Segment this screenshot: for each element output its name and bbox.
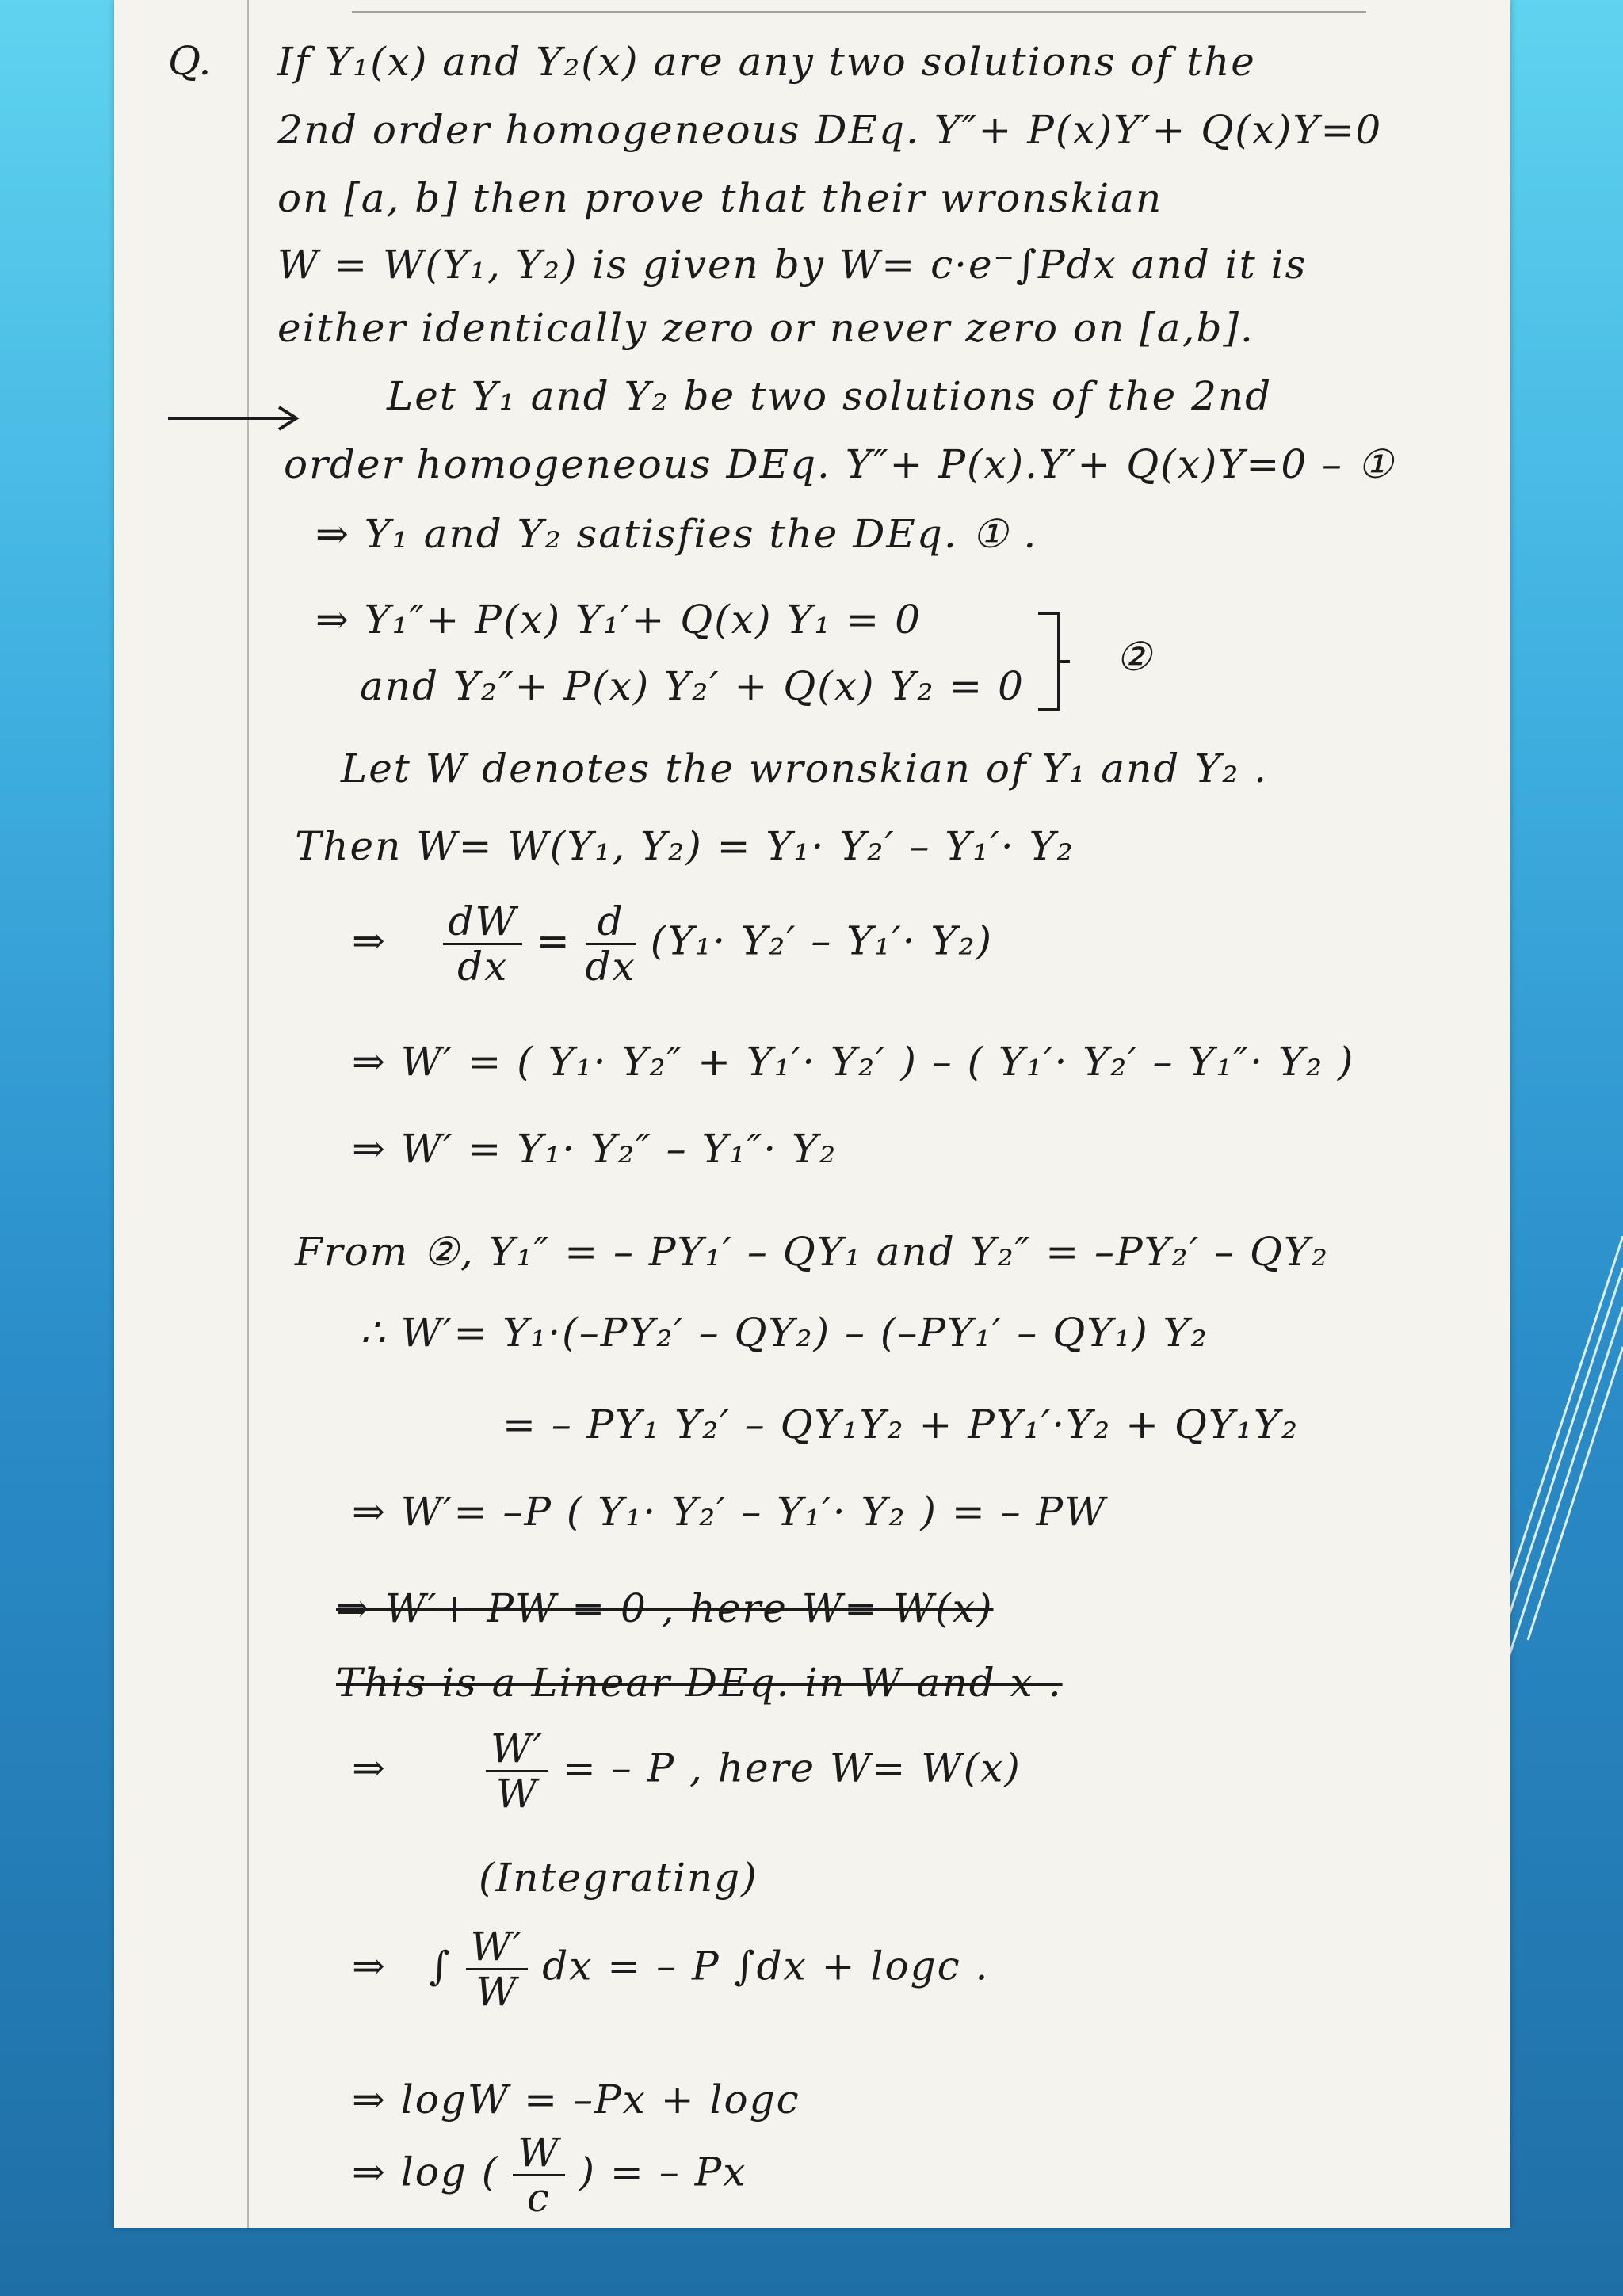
sep-numerator: W′ [486,1727,548,1772]
w-prime-simplified: ⇒ W′ = Y₁· Y₂″ – Y₁″· Y₂ [352,1126,838,1172]
int-denominator: W [475,1969,518,2015]
expanded-line: = – PY₁ Y₂′ – QY₁Y₂ + PY₁′·Y₂ + QY₁Y₂ [502,1402,1300,1447]
separation-line [352,1727,1022,1815]
log-suffix: ) = – Px [579,2149,747,2195]
integral-line [352,1925,989,2013]
log-numerator: W [513,2131,564,2176]
log-line-2 [352,2131,747,2219]
derivative-line [352,900,993,988]
therefore-line: ∴ W′= Y₁·(–PY₂′ – QY₂) – (–PY₁′ – QY₁) Y₂ [360,1310,1209,1356]
log-denominator: c [526,2175,551,2221]
sep-denominator: W [495,1771,539,1817]
question-marker: Q. [168,38,212,84]
factored-line: ⇒ W′= –P ( Y₁· Y₂′ – Y₁′· Y₂ ) = – PW [352,1489,1107,1535]
top-rule [352,0,1366,13]
separation-rest: = – P , here W= W(x) [562,1745,1022,1791]
d-dx-fraction [586,900,636,988]
equation-2b: and Y₂″+ P(x) Y₂′ + Q(x) Y₂ = 0 [360,663,1025,709]
dw-numerator: dW [443,900,521,945]
struck-text-2: This is a Linear DEq. in W and x . [336,1660,1063,1706]
wronskian-definition: Then W= W(Y₁, Y₂) = Y₁· Y₂′ – Y₁′· Y₂ [295,823,1075,869]
equation-2-tag: ② [1116,634,1151,680]
equals-symbol: = [536,917,571,964]
notebook-page [114,0,1510,2228]
proof-satisfies: ⇒ Y₁ and Y₂ satisfies the DEq. ① . [315,511,1038,557]
integrand-fraction [466,1925,529,2013]
arrow-icon [168,402,303,434]
integrating-note: (Integrating) [479,1855,758,1901]
struck-line-1: ⇒ W′+ PW = 0 , here W= W(x) [336,1585,994,1631]
d-numerator: d [586,900,636,945]
integral-symbol: ∫ [429,1943,452,1989]
w-prime-over-w [486,1727,548,1815]
question-line-3: on [a, b] then prove that their wronskian [277,175,1163,221]
d-denominator: dx [585,944,636,990]
struck-line-2 [336,1659,1063,1707]
dw-dx-fraction [443,900,521,988]
derivative-argument: (Y₁· Y₂′ – Y₁′· Y₂) [650,917,994,964]
implies-symbol: ⇒ [352,1943,387,1989]
proof-intro-2: order homogeneous DEq. Y″+ P(x).Y′+ Q(x)Y=0 – ① [284,441,1395,487]
log-prefix: ⇒ log ( [352,2149,499,2195]
equation-2a: ⇒ Y₁″+ P(x) Y₁′+ Q(x) Y₁ = 0 [315,597,922,643]
question-line-4: W = W(Y₁, Y₂) is given by W= c·e⁻∫Pdx and it is [277,242,1308,288]
integral-rest: dx = – P ∫dx + logc . [542,1943,990,1989]
log-line-1: ⇒ logW = –Px + logc [352,2077,800,2122]
implies-symbol: ⇒ [352,917,387,964]
implies-symbol: ⇒ [352,1745,387,1791]
w-prime-expanded: ⇒ W′ = ( Y₁· Y₂″ + Y₁′· Y₂′ ) – ( Y₁′· Y₂′ – Y₁″· Y₂ ) [352,1039,1355,1085]
w-over-c-fraction [513,2131,564,2219]
dw-denominator: dx [457,944,509,990]
right-bracket-icon [1035,610,1070,713]
question-line-1: If Y₁(x) and Y₂(x) are any two solutions of the [277,39,1256,85]
question-line-5: either identically zero or never zero on [a,b]. [277,305,1254,351]
let-wronskian: Let W denotes the wronskian of Y₁ and Y₂ . [341,746,1269,791]
proof-intro-1: Let Y₁ and Y₂ be two solutions of the 2nd [387,373,1273,419]
question-line-2: 2nd order homogeneous DEq. Y″+ P(x)Y′+ Q(x)Y=0 [277,107,1383,153]
int-numerator: W′ [466,1925,529,1970]
from-equation-2: From ②, Y₁″ = – PY₁′ – QY₁ and Y₂″ = –PY₂′ – QY₂ [295,1229,1329,1275]
